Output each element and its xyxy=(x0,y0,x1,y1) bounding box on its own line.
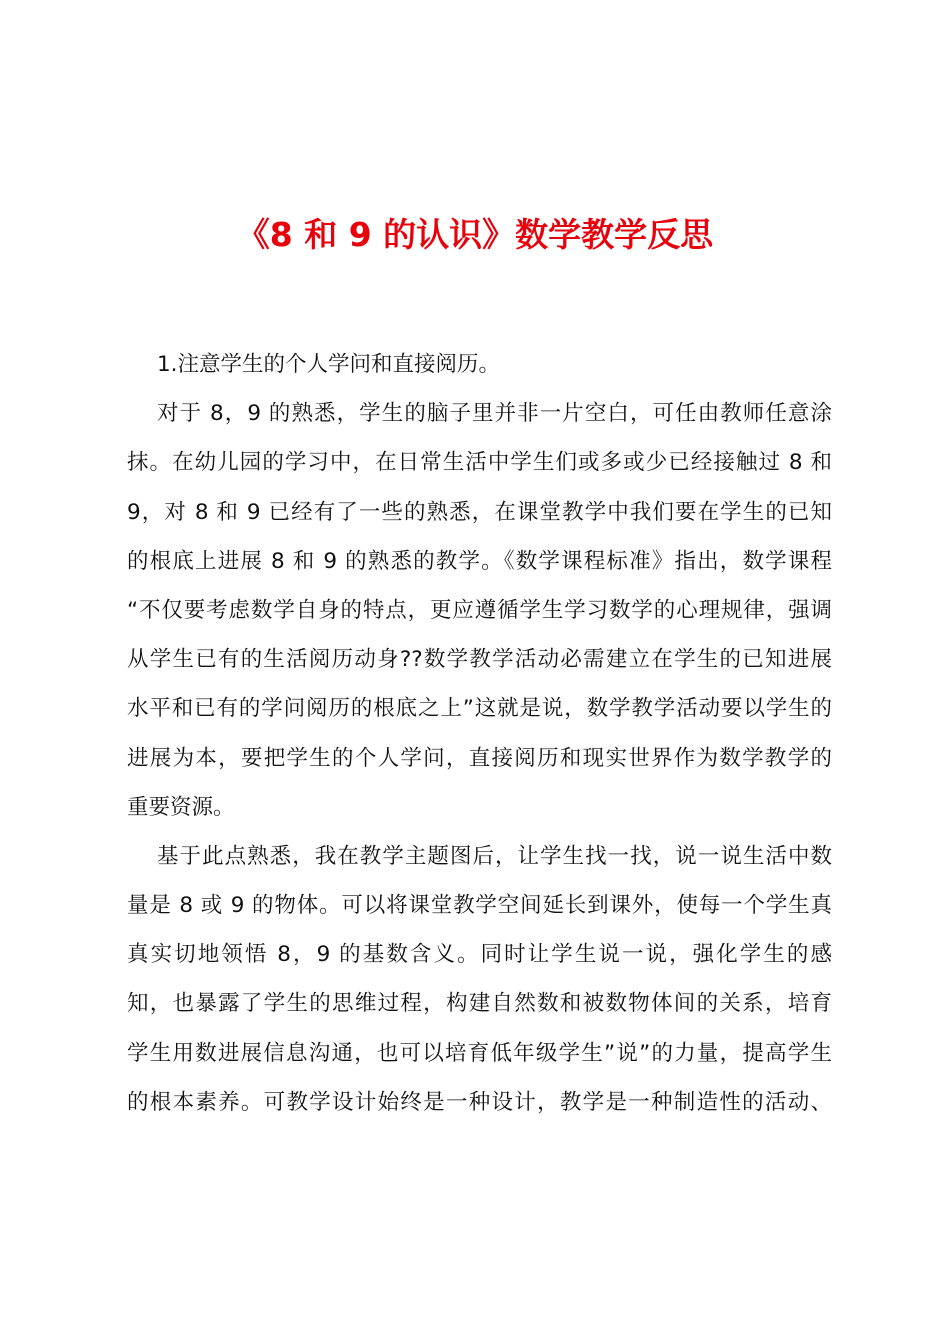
paragraph-line: 水平和已有的学问阅历的根底之上”这就是说，数学教学活动要以学生的 xyxy=(127,696,832,722)
paragraph-line: 基于此点熟悉，我在教学主题图后，让学生找一找，说一说生活中数 xyxy=(157,843,832,869)
paragraph-line: 对于 8，9 的熟悉，学生的脑子里并非一片空白，可任由教师任意涂 xyxy=(157,401,832,427)
paragraph-line: 重要资源。 xyxy=(127,794,235,820)
paragraph-line: 量是 8 或 9 的物体。可以将课堂教学空间延长到课外，使每一个学生真 xyxy=(127,893,832,919)
paragraph-line: 从学生已有的生活阅历动身??数学教学活动必需建立在学生的已知进展 xyxy=(127,647,832,673)
paragraph-line: 真实切地领悟 8，9 的基数含义。同时让学生说一说，强化学生的感 xyxy=(127,942,832,968)
paragraph-line: “不仅要考虑数学自身的特点，更应遵循学生学习数学的心理规律，强调 xyxy=(127,597,832,623)
document-title: 《8 和 9 的认识》数学教学反思 xyxy=(236,215,714,254)
document-body xyxy=(127,340,832,1127)
paragraph-line: 知，也暴露了学生的思维过程，构建自然数和被数物体间的关系，培育 xyxy=(127,991,832,1017)
paragraph-line: 学生用数进展信息沟通，也可以培育低年级学生”说”的力量，提高学生 xyxy=(127,1040,832,1066)
paragraph-line: 进展为本，要把学生的个人学问，直接阅历和现实世界作为数学教学的 xyxy=(127,745,832,771)
paragraph-line: 抹。在幼儿园的学习中，在日常生活中学生们或多或少已经接触过 8 和 xyxy=(127,450,832,476)
paragraph-line: 的根底上进展 8 和 9 的熟悉的教学。《数学课程标准》指出，数学课程 xyxy=(127,548,832,574)
section-heading: 1.注意学生的个人学问和直接阅历。 xyxy=(157,352,501,377)
paragraph-line: 9，对 8 和 9 已经有了一些的熟悉，在课堂教学中我们要在学生的已知 xyxy=(127,499,832,525)
paragraph-line: 的根本素养。可教学设计始终是一种设计，教学是一种制造性的活动、 xyxy=(127,1089,832,1115)
